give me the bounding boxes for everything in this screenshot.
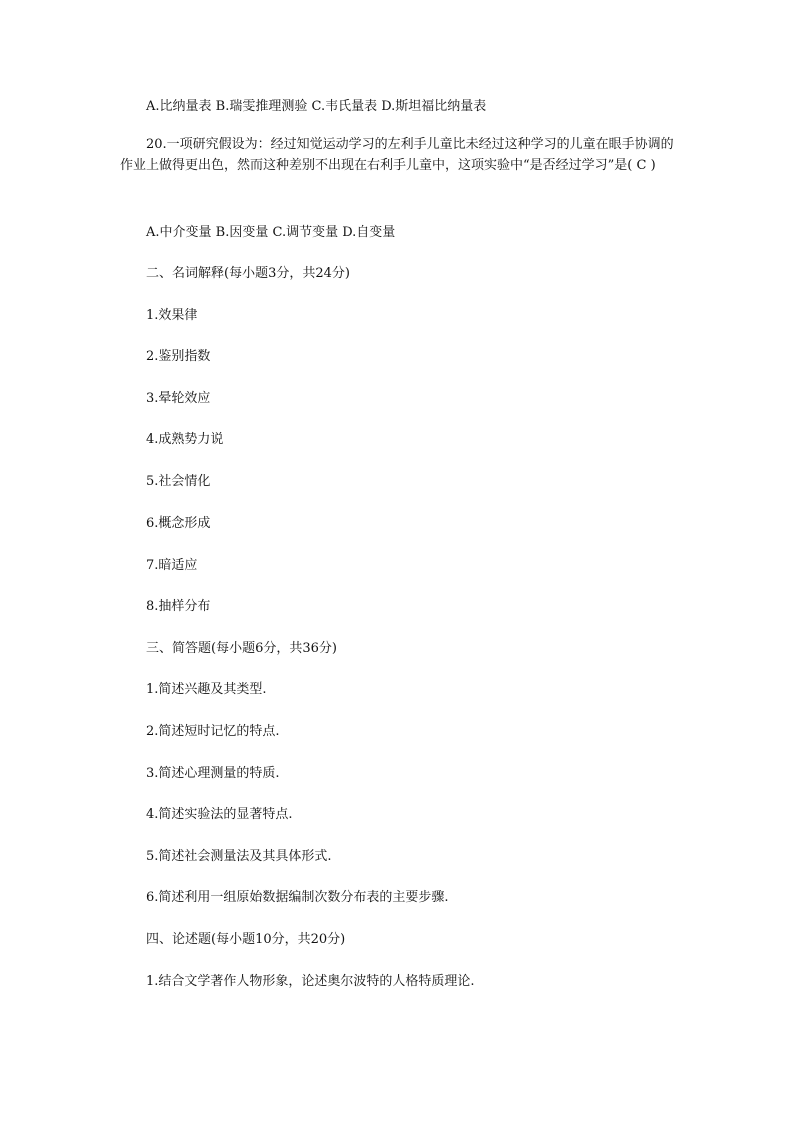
- q20-stem: 20.一项研究假设为：经过知觉运动学习的左利手儿童比未经过这种学习的儿童在眼手协调的作业上做得更出色，然而这种差别不出现在右利手儿童中，这项实验中“是否经过学习”是( C ): [120, 137, 674, 173]
- list-item: 3.简述心理测量的特质.: [146, 766, 280, 781]
- list-item: 6.概念形成: [146, 516, 211, 531]
- list-item: 4.成熟势力说: [146, 432, 224, 447]
- list-item: 5.社会情化: [146, 474, 211, 489]
- section4-heading: 四、论述题(每小题10分，共20分): [146, 932, 346, 947]
- q20-options: A.中介变量 B.因变量 C.调节变量 D.自变量: [146, 225, 396, 240]
- list-item: 2.简述短时记忆的特点.: [146, 724, 280, 739]
- list-item: 7.暗适应: [146, 558, 198, 573]
- list-item: 8.抽样分布: [146, 599, 211, 614]
- section3-heading: 三、简答题(每小题6分，共36分): [146, 641, 337, 656]
- list-item: 1.简述兴趣及其类型.: [146, 682, 267, 697]
- list-item: 1.效果律: [146, 308, 198, 323]
- list-item: 1.结合文学著作人物形象，论述奥尔波特的人格特质理论.: [146, 974, 475, 989]
- list-item: 5.简述社会测量法及其具体形式.: [146, 849, 332, 864]
- list-item: 3.晕轮效应: [146, 391, 211, 406]
- list-item: 6.简述利用一组原始数据编制次数分布表的主要步骤.: [146, 890, 449, 905]
- list-item: 2.鉴别指数: [146, 349, 211, 364]
- list-item: 4.简述实验法的显著特点.: [146, 807, 293, 822]
- section2-heading: 二、名词解释(每小题3分，共24分): [146, 266, 350, 281]
- q19-options: A.比纳量表 B.瑞雯推理测验 C.韦氏量表 D.斯坦福比纳量表: [146, 99, 487, 114]
